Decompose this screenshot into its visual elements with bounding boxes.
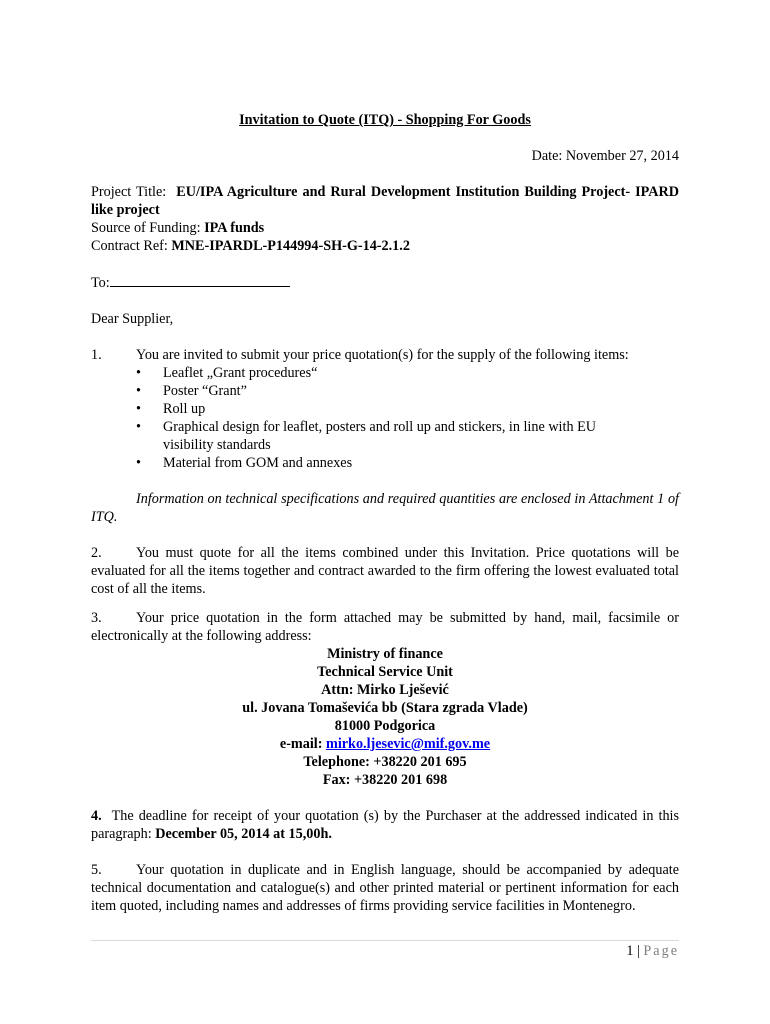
section-2-number: 2.: [91, 545, 102, 561]
contract-ref: [91, 237, 679, 255]
footer-divider: [91, 940, 679, 941]
section-5-number: 5.: [91, 862, 102, 878]
section-3-text: Your price quotation in the form attached may be submitted by hand, mail, facsimile or electronically at the following address:: [91, 610, 679, 644]
funding-value: IPA funds: [204, 220, 265, 236]
funding-source: [91, 219, 679, 237]
page-number: 1: [626, 943, 634, 959]
document-date: Date: November 27, 2014: [531, 148, 679, 164]
page-separator: |: [637, 943, 640, 959]
address-fax: Fax: +38220 201 698: [322, 772, 448, 788]
salutation: Dear Supplier,: [91, 311, 174, 327]
address-email: [91, 735, 679, 753]
contract-value: MNE-IPARDL-P144994-SH-G-14-2.1.2: [171, 238, 410, 254]
list-item: • Graphical design for leaflet, posters and roll up and stickers, in line with EU visibility standards: [136, 419, 596, 453]
bullet-icon: •: [136, 383, 141, 399]
section-2: [91, 544, 679, 598]
item-list: [91, 364, 679, 472]
to-line: [91, 273, 679, 292]
section-1-number: 1.: [91, 347, 102, 363]
project-title-value: EU/IPA Agriculture and Rural Development Institution Building Project- IPARD like project: [91, 184, 679, 218]
address-street: ul. Jovana Tomaševića bb (Stara zgrada Vlade): [242, 700, 528, 716]
to-label: To:: [91, 275, 110, 291]
section-3-number: 3.: [91, 610, 102, 626]
section-5: [91, 861, 679, 915]
project-title-label: Project Title:: [91, 184, 167, 200]
section-2-text: You must quote for all the items combined under this Invitation. Price quotations will be evaluated for all the items together and contract awarded to the firm offering the lowest evaluated total cost of all the items.: [91, 545, 679, 597]
section-4-text: The deadline for receipt of your quotation (s) by the Purchaser at the addressed indicated in this paragraph:: [91, 808, 680, 842]
address-block: [91, 645, 679, 789]
address-attn: Attn: Mirko Lješević: [321, 682, 449, 698]
contract-label: Contract Ref:: [91, 238, 168, 254]
email-link[interactable]: mirko.ljesevic@mif.gov.me: [326, 736, 491, 752]
section-4: [91, 807, 679, 843]
list-item: • Poster “Grant”: [136, 383, 247, 399]
page-label: Page: [643, 943, 679, 959]
list-item: • Material from GOM and annexes: [136, 455, 353, 471]
document-title: Invitation to Quote (ITQ) - Shopping For Goods: [239, 112, 531, 128]
section-5-text: Your quotation in duplicate and in English language, should be accompanied by adequate technical documentation and catalogue(s) and other printed material or pertinent information for each item quoted, including names and addresses of firms providing service facilities in Montenegro.: [91, 862, 679, 914]
technical-info: Information on technical specifications and required quantities are enclosed in Attachment 1 of ITQ.: [91, 491, 679, 525]
section-1: [91, 346, 679, 364]
funding-label: Source of Funding:: [91, 220, 201, 236]
section-4-deadline: December 05, 2014 at 15,00h.: [155, 826, 332, 842]
bullet-icon: •: [136, 419, 141, 435]
email-label: e-mail:: [279, 736, 323, 752]
recipient-blank: [110, 273, 290, 287]
section-4-number: 4.: [91, 808, 102, 824]
list-item: • Roll up: [136, 401, 206, 417]
section-1-text: You are invited to submit your price quotation(s) for the supply of the following items:: [136, 347, 629, 363]
bullet-icon: •: [136, 365, 141, 381]
list-item: • Leaflet „Grant procedures“: [136, 365, 318, 381]
address-city: 81000 Podgorica: [334, 718, 436, 734]
address-telephone: Telephone: +38220 201 695: [303, 754, 467, 770]
project-title: [91, 183, 679, 219]
bullet-icon: •: [136, 401, 141, 417]
address-unit: Technical Service Unit: [317, 664, 453, 680]
address-ministry: Ministry of finance: [327, 646, 443, 662]
page-footer: [626, 943, 679, 960]
document-page: [91, 111, 679, 915]
bullet-icon: •: [136, 455, 141, 471]
section-3: [91, 609, 679, 645]
